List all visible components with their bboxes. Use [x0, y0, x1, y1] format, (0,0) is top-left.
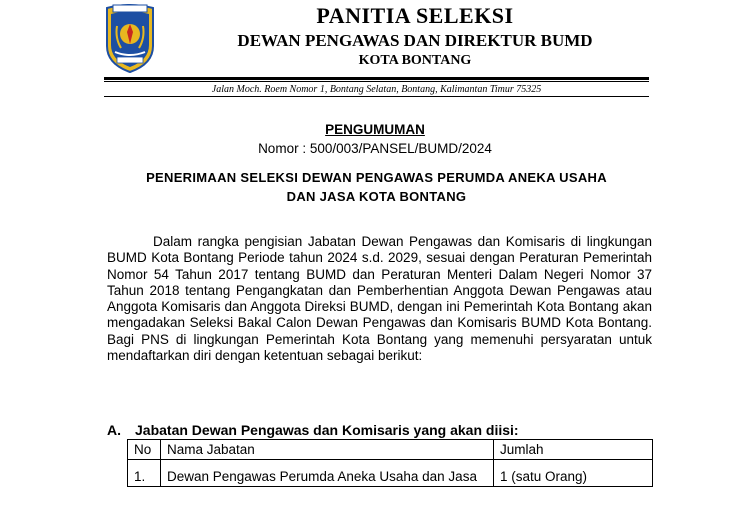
letterhead-divider-thin — [104, 81, 649, 82]
subject-line-1: PENERIMAAN SELEKSI DEWAN PENGAWAS PERUMDA ANEKA USAHA — [146, 170, 607, 185]
announcement-subject — [104, 168, 649, 206]
table-cell-jumlah: 1 (satu Orang) — [494, 460, 653, 487]
letterhead-subtitle: DEWAN PENGAWAS DAN DIREKTUR BUMD — [237, 31, 593, 50]
section-a-label: A. — [107, 422, 121, 438]
table-row — [128, 460, 653, 487]
address-divider — [104, 96, 649, 97]
letterhead-address: Jalan Moch. Roem Nomor 1, Bontang Selatan, Bontang, Kalimantan Timur 75325 — [211, 84, 542, 95]
letterhead-title: PANITIA SELEKSI — [316, 3, 514, 28]
table-header-jumlah: Jumlah — [494, 440, 653, 460]
table-header-row — [128, 440, 653, 460]
letterhead-city: KOTA BONTANG — [358, 53, 472, 68]
subject-line-2: DAN JASA KOTA BONTANG — [286, 189, 467, 204]
announcement-title-text: PENGUMUMAN — [325, 122, 425, 137]
section-a-title: Jabatan Dewan Pengawas dan Komisaris yang akan diisi: — [135, 422, 519, 438]
table-header-nama-jabatan: Nama Jabatan — [161, 440, 494, 460]
body-paragraph: Dalam rangka pengisian Jabatan Dewan Pengawas dan Komisaris di lingkungan BUMD Kota Bontang Periode tahun 2024 s.d. 2029, sesuai dengan Peraturan Pemerintah Nomor 54 Tahun 2017 tentang BUMD dan Peraturan Menteri Dalam Negeri Nomor 37 Tahun 2018 tentang Pengangkatan dan Pemberhentian Anggota Dewan Pengawas atau Anggota Komisaris dan Anggota Direksi BUMD, dengan ini Pemerintah Kota Bontang akan mengadakan Seleksi Bakal Calon Dewan Pengawas dan Komisaris BUMD Kota Bontang. Bagi PNS di lingkungan Pemerintah Kota Bontang yang memenuhi persyaratan untuk mendaftarkan diri dengan ketentuan sebagai berikut: — [107, 234, 652, 364]
table-cell-nama-jabatan: Dewan Pengawas Perumda Aneka Usaha dan Jasa — [161, 460, 494, 487]
announcement-title — [0, 122, 750, 137]
positions-table — [127, 439, 653, 487]
announcement-number: Nomor : 500/003/PANSEL/BUMD/2024 — [258, 141, 492, 156]
table-cell-no: 1. — [128, 460, 161, 487]
table-header-no: No — [128, 440, 161, 460]
letterhead-divider — [104, 77, 649, 80]
